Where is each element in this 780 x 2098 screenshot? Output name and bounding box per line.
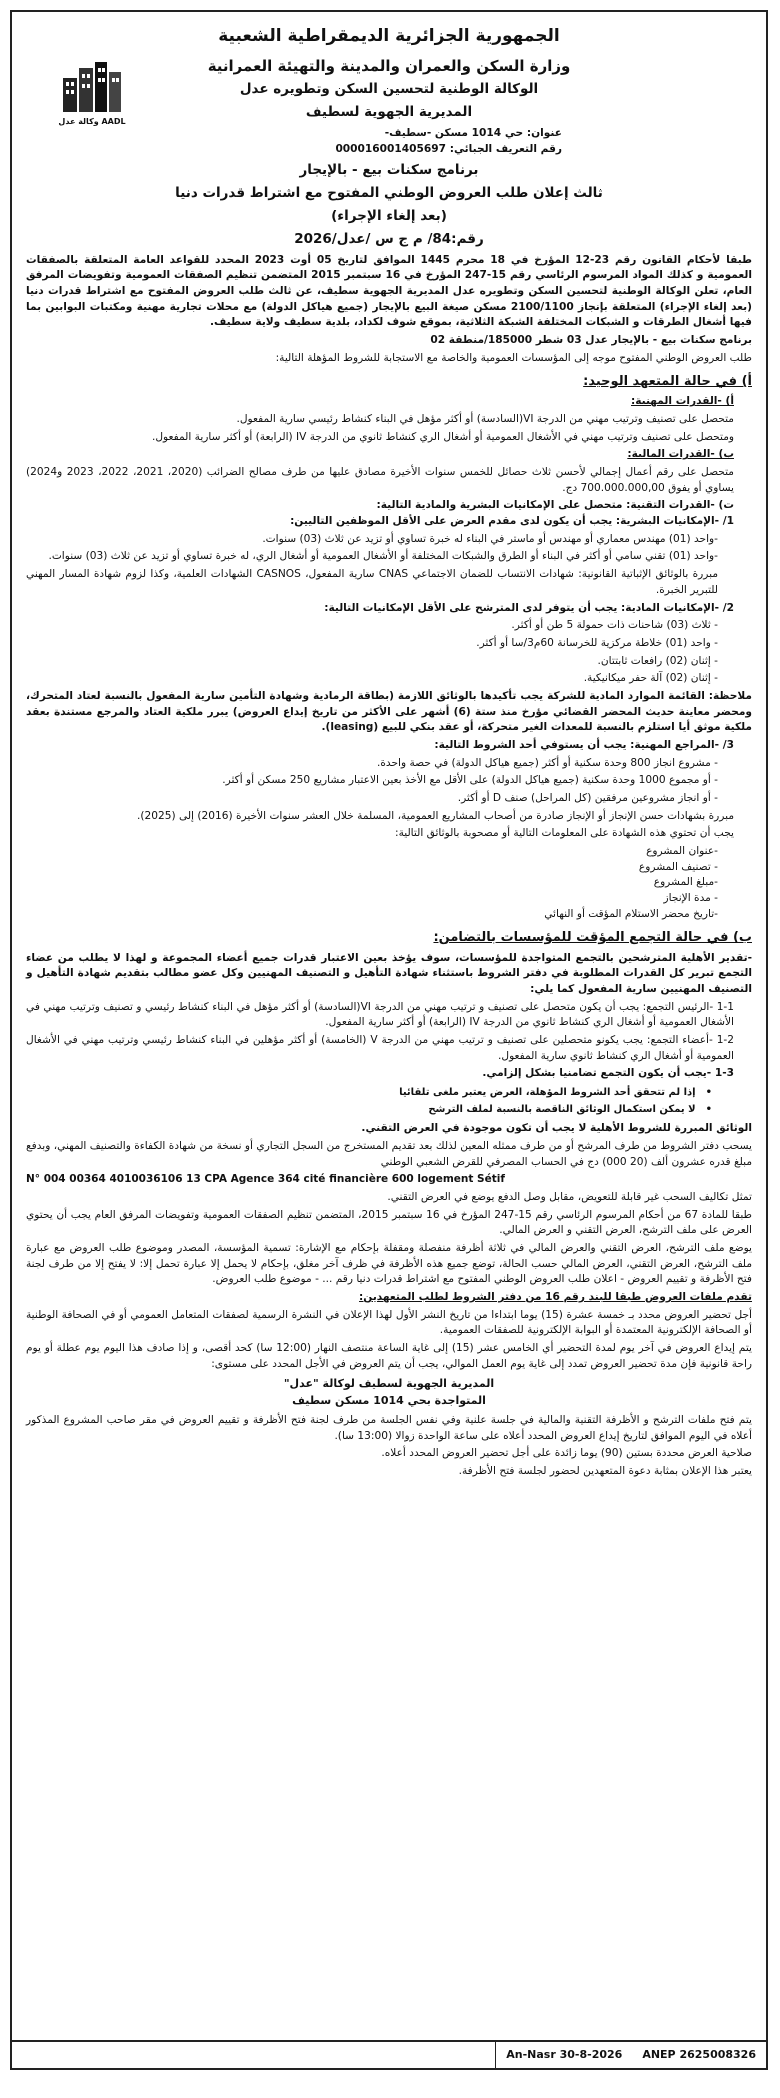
aadl-logo: [52, 60, 132, 128]
consortium-leader: 1-1 -الرئيس التجمع: يجب أن يكون متحصل على تصنيف و ترتيب مهني من الدرجة VI(السادسة) أو أكثر مؤهل في البناء كنشاط رئيسي و تصنيف وترتيب مهني في الأشغال العمومية أو أشغال الري كنشاط ثانوي من الدرجة IV (الرابعة) أو أكثر سارية المفعول.: [26, 1000, 734, 1029]
human-resource-proof: مبررة بالوثائق الإثباتية القانونية: شهادات الانتساب للضمان الاجتماعي CNAS سارية المفعول، CASNOS الشهادات العلمية، وكذا لزوم شهادة المسار المهني للتبرير الخبرة.: [26, 568, 718, 596]
human-resource-2: -واحد (01) تقني سامي أو أكثر في البناء أو الطرق والشبكات المختلفة أو الأشغال العمومية أو أشغال الري، له خبرة تساوي أو تزيد عن ثلاث (03) سنوات.: [48, 550, 718, 563]
newspaper-date: An-Nasr 30-8-2026: [495, 2042, 632, 2068]
ministry-heading: وزارة السكن والعمران والمدينة والتهيئة العمرانية: [207, 57, 571, 76]
reference-number: رقم:84/ م ج س /عدل/2026: [294, 230, 484, 247]
specifications-withdrawal: يسحب دفتر الشروط من طرف المرشح أو من طرف ممثله المعين لذلك بعد تقديم المستخرج من السجل التجاري أو نسخة من شهادة الكفاءة والتصنيف المهني، وبدفع مبلغ قدره عشرون ألف (20 000) دج في الحساب المصرفي للقرض الشعبي الوطني: [26, 1140, 752, 1168]
warning-list: [26, 1086, 712, 1118]
consortium-joint: 1-3 -يجب أن يكون التجمع تضامنيا بشكل إلزامي.: [482, 1067, 734, 1080]
material-resource-1: - ثلاث (03) شاحنات ذات حمولة 5 طن أو أكثر.: [511, 619, 718, 632]
eligibility-intro: طلب العروض الوطني المفتوح موجه إلى المؤسسات العمومية والخاصة مع الاستجابة للشروط المؤهلة التالية:: [275, 351, 752, 364]
consortium-members: 1-2 -أعضاء التجمع: يجب يكونو متحصلين على تصنيف و ترتيب مهني من الدرجة V (الخامسة) أو أكثر مؤهلين في البناء كنشاط رئيسي وترتيب مهني في الأشغال العمومية أو أشغال الري كنشاط ثانوي سارية المفعول.: [26, 1033, 734, 1062]
intro-paragraph: طبقا لأحكام القانون رقم 23-12 المؤرخ في 18 محرم 1445 الموافق لتاريخ 05 أوت 2023 المحدد للقواعد العامة المتعلقة بالصفقات العمومية و كذلك المواد المرسوم الرئاسي رقم 15-247 المؤرخ في 16 سبتمبر 2015 المتضمن تنظيم الصفقات العمومية وتفويضات المرفق العام، تعلن الوكالة الوطنية لتحسين السكن وتطويره عدل المديرية الجهوية سطيف، عن ثالث طلب العروض المفتوح مع اشتراط قدرات دنيا (بعد إلغاء الإجراء) المتعلقة بإنجاز 2100/1100 مسكن صيغة البيع بالإيجار (جميع هياكل الدولة) مع محلات تجارية مهنية ومكتبات البوابين بما فيها أشغال الطرقات و الشبكات المختلفة الشبكة الثلاثية، بموقع شوف لكداد، بلدية سطيف ولاية سطيف.: [26, 253, 752, 329]
material-note: ملاحظة: القائمة الموارد المادية للشركة يجب تأكيدها بالوثائق اللازمة (بطاقة الرمادية وشهادة التأمين سارية المفعول بالنسبة لعتاد المتحرك، ومحضر معاينة حديث المحضر القضائي مؤرخ منذ ستة (6) أشهر على الأكثر من تاريخ إيداع العروض) يبرر ملكية العتاد والمرجع مستندة بعقد ملكية موثق أيا استلزم بالنسبة للمعدات الغير متحركة، أو عقد بنكي للبيع (leasing).: [26, 689, 752, 734]
human-resource-1: -واحد (01) مهندس معماري أو مهندس أو ماستر في البناء له خبرة تساوي أو تزيد عن ثلاث (03) سنوات.: [262, 532, 718, 545]
address-line: عنوان: حي 1014 مسكن -سطيف-: [384, 127, 562, 140]
list-item: - مدة الإنجاز: [663, 891, 718, 904]
list-item: -مبلغ المشروع: [653, 876, 718, 889]
withdrawal-fee-note: تمثل تكاليف السحب غير قابلة للتعويض، مقابل وصل الدفع يوضع في العرض التقني.: [387, 1191, 752, 1204]
list-item: • إذا لم تتحقق أحد الشروط المؤهلة، العرض يعتبر ملغى تلقائيا: [26, 1086, 712, 1101]
single-bidder-title: أ) في حالة المتعهد الوحيد:: [583, 374, 752, 390]
certificate-list: [26, 844, 752, 922]
logo-text: وكالة عدل AADL: [58, 117, 126, 126]
documents-note: الوثائق المبررة للشروط الأهلية لا يجب أن تكون موجودة في العرض التقني.: [361, 1122, 752, 1135]
reference-condition-2: - أو مجموع 1000 وحدة سكنية (جميع هياكل الدولة) على الأقل مع الأخذ بعين الاعتبار مشاريع 250 مسكن أو أكثر.: [222, 774, 718, 787]
certificate-requirements: يجب أن تحتوي هذه الشهادة على المعلومات التالية أو مصحوبة بالوثائق التالية:: [395, 827, 734, 840]
deposit-location-address: المتواجدة بحي 1014 مسكن سطيف: [292, 1393, 486, 1407]
financial-capacity-title: ب) -القدرات المالية:: [627, 448, 734, 461]
deposit-location-name: المديرية الجهوية لسطيف لوكالة "عدل": [283, 1377, 495, 1391]
tax-id-line: رقم التعريف الجبائي: 000016001405697: [335, 142, 562, 155]
offer-validity: صلاحية العرض محددة بستين (90) يوما زائدة على أجل تحضير العروض المحدد أعلاه.: [381, 1447, 752, 1460]
invitation-note: يعتبر هذا الإعلان بمثابة دعوة المتعهدين لحضور لجلسة فتح الأظرفة.: [458, 1464, 752, 1477]
professional-capacity-2: ومتحصل على تصنيف وترتيب مهني في الأشغال العمومية أو أشغال الري كنشاط ثانوي من الدرجة IV (الرابعة) أو أكثر سارية المفعول.: [151, 430, 734, 443]
list-item: • لا يمكن استكمال الوثائق الناقصة بالنسبة لملف الترشح: [26, 1103, 712, 1118]
list-item: -عنوان المشروع: [646, 844, 718, 857]
material-resource-3: - إثنان (02) رافعات ثابتتان.: [597, 654, 718, 667]
deposit-location: [26, 1376, 752, 1409]
professional-capacity-1: متحصل على تصنيف وترتيب مهني من الدرجة VI(السادسة) أو أكثر مؤهل في البناء كنشاط رئيسي سارية المفعول.: [236, 413, 734, 426]
program-heading: برنامج سكنات بيع - بالإيجار: [299, 161, 479, 178]
envelopes-instructions: يوضع ملف الترشح، العرض التقني والعرض المالي في ثلاثة أظرفة منفصلة ومقفلة بإحكام مع الإشارة: تسمية المؤسسة، المصدر وموضوع طلب العروض مع عبارة ملف الترشح، العرض التقني، العرض المالي حسب الحالة، توضع جميع هذه الأظرفة في ظرف آخر مغلق، بإحكام لا يحمل إلا عبارة تحمل إلا: لا يفتح إلا من طرف لجنة فتح الأظرفة و تقييم العروض - اعلان طلب العروض الوطني المفتوح مع اشتراط قدرات دنيا رقم ... - موضوع طلب العروض.: [26, 1242, 752, 1286]
republic-heading: الجمهورية الجزائرية الديمقراطية الشعبية: [218, 26, 560, 46]
announcement-page: [10, 10, 768, 2070]
directorate-heading: المديرية الجهوية لسطيف: [305, 104, 473, 121]
consortium-intro: -تقدير الأهلية المترشحين بالتجمع المتواجدة للمؤسسات، سوف يؤخذ بعين الاعتبار قدرات جميع أعضاء المجموعة و لهذا لا يطلب من عضاء التجمع تبرير كل القدرات المطلوبة في دفتر الشروط باستثناء شهادة التأهيل و التصنيف المهنيين وكل عضو مطالب بتقديم شهادة التأهيل و التصنيف المهنيين سارية المفعول كما يلي:: [26, 951, 752, 995]
preparation-period: أجل تحضير العروض محدد بـ خمسة عشرة (15) يوما ابتداءا من تاريخ النشر الأول لهذا الإعلان في النشرة الرسمية لصفقات المتعامل العمومي أو في الصحافة الوطنية أو الصحافة الإلكترونية المعتمدة أو البوابة الإلكترونية للصفقات العمومية.: [26, 1308, 753, 1337]
announcement-subtitle: (بعد إلغاء الإجراء): [331, 207, 447, 224]
deposit-deadline: يتم إيداع العروض في آخر يوم لمدة التحضير أي الخامس عشر (15) إلى غاية الساعة منتصف النهار (12:00 سا) كحد أقصى، و إذا صادف هذا اليوم يوم عطلة أو يوم راحة قانونية فإن مدة تحضير العروض تمدد إلى غاية يوم العمل الموالي، يجب أن يتم العروض في الأجل المحدد على مستوى:: [26, 1342, 752, 1370]
financial-capacity-text: متحصل على رقم أعمال إجمالي لأحسن ثلاث حصائل للخمس سنوات الأخيرة مصادق عليها من طرف مصالح الضرائب (2020، 2021، 2022، 2023 و2024) يساوي أو يفوق 700.000.000,00 دج.: [26, 466, 734, 494]
material-resources-title: 2/ -الإمكانيات المادية: يجب أن يتوفر لدى المترشح على الأقل الإمكانيات التالية:: [324, 601, 734, 614]
references-title: 3/ -المراجع المهنية: يجب أن يستوفي أحد الشروط التالية:: [434, 738, 734, 751]
reference-proof: مبررة بشهادات حسن الإنجاز أو الإنجاز صادرة من أصحاب المشاريع العمومية، المسلمة خلال العشر سنوات الأخيرة (2016) إلى (2025).: [137, 809, 734, 822]
list-item: -تاريخ محضر الاستلام المؤقت أو النهائي: [544, 907, 718, 920]
offer-composition: طبقا للمادة 67 من أحكام المرسوم الرئاسي رقم 15-247 المؤرخ في 16 سبتمبر 2015، المتضمن تنظيم الصفقات العمومية وتفويضات المرفق العام يجب أن يحتوي العرض على ملف الترشح، العرض التقني و العرض المالي.: [26, 1208, 752, 1237]
footer-bar: [12, 2040, 766, 2068]
aadl-logo-icon: [61, 60, 123, 114]
consortium-title: ب) في حالة التجمع المؤقت للمؤسسات بالتضامن:: [433, 930, 752, 946]
agency-heading: الوكالة الوطنية لتحسين السكن وتطويره عدل: [239, 81, 539, 98]
list-item: - تصنيف المشروع: [638, 860, 718, 873]
anep-reference: ANEP 2625008326: [642, 2048, 756, 2061]
opening-session: يتم فتح ملفات الترشح و الأظرفة التقنية والمالية في جلسة علنية وفي نفس الجلسة من طرف لجنة فتح الأظرفة و تقييم العروض في مقر صاحب المشروع المذكور أعلاه في اليوم الموافق لتاريخ إيداع العروض المحدد أعلاه على ساعة الواحدة زوالا (13:00 سا).: [26, 1413, 752, 1442]
reference-condition-3: - أو انجاز مشروعين مرفقين (كل المراحل) صنف D أو أكثر.: [457, 791, 718, 804]
material-resource-4: - إثنان (02) آلة حفر ميكانيكية.: [583, 672, 718, 685]
announcement-title: ثالث إعلان طلب العروض الوطني المفتوح مع اشتراط قدرات دنيا: [175, 184, 603, 201]
technical-capacity-title: ت) -القدرات التقنية: متحصل على الإمكانيات البشرية والمادية التالية:: [376, 499, 734, 512]
bank-account: N° 004 00364 4010036106 13 CPA Agence 364 cité financière 600 logement Sétif: [26, 1173, 505, 1186]
submission-title: تقدم ملفات العروض طبقا للبند رقم 16 من دفتر الشروط لطلب المتعهدين:: [359, 1291, 752, 1304]
professional-capacity-title: أ) -القدرات المهنية:: [631, 395, 734, 408]
material-resource-2: - واحد (01) خلاطة مركزية للخرسانة 60م3/سا أو أكثر.: [476, 636, 718, 649]
program-line: برنامج سكنات بيع - بالإيجار عدل 03 شطر 185000/منطقة 02: [430, 333, 752, 346]
human-resources-title: 1/ -الإمكانيات البشرية: يجب أن يكون لدى مقدم العرض على الأقل الموظفين التاليين:: [290, 515, 734, 528]
reference-condition-1: - مشروع انجاز 800 وحدة سكنية أو أكثر (جميع هياكل الدولة) في حصة واحدة.: [377, 756, 718, 769]
